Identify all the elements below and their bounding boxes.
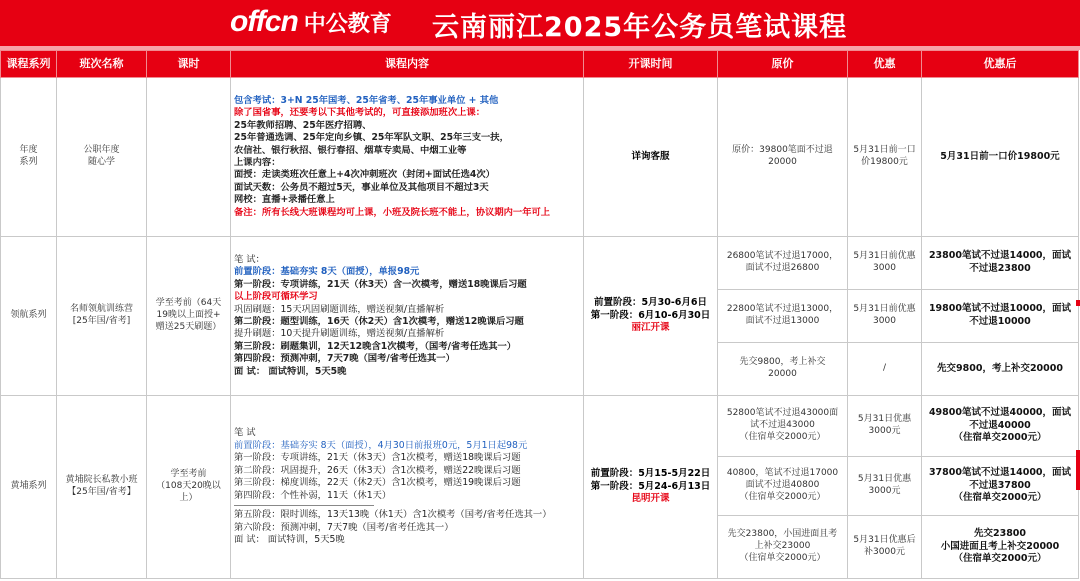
content-line: 面试天数：公务员不超过5天，事业单位及其他项目不超过3天 (234, 181, 489, 193)
price-text: （住宿单交2000元） (739, 552, 826, 563)
table-header-row (1, 51, 1079, 78)
price-cell (718, 396, 848, 457)
discount-text: 价19800元 (861, 157, 908, 167)
after-cell (922, 516, 1079, 579)
content-line: 25年教师招聘、25年医疗招聘、 (234, 119, 372, 131)
price-text: 面试不过退13000 (745, 316, 820, 326)
content-line: 网校：直播+录播任意上 (234, 194, 335, 206)
class-name: 【25年国/省考】 (67, 487, 136, 497)
class-name: [25年国/省考] (72, 316, 131, 326)
after-text: 不过退40000 (969, 419, 1031, 431)
header-original-price: 原价 (718, 51, 848, 78)
price-text: 原价：39800笔面不过退 (732, 145, 833, 156)
edge-mark (1076, 300, 1080, 306)
discount-cell (848, 290, 922, 343)
price-text: 面试不过退40800 (745, 480, 820, 491)
price-cell (718, 237, 848, 290)
start-line: 前置阶段：5月15-5月22日 (590, 468, 711, 480)
hours-cell (147, 237, 231, 396)
discount-cell (848, 237, 922, 290)
after-text: 23800笔试不过退14000，面试 (928, 250, 1072, 262)
after-cell (922, 396, 1079, 457)
content-line: 笔 试 (234, 427, 256, 439)
start-line: 第一阶段：5月24-6月13日 (590, 480, 711, 492)
price-text: 试不过退43000 (750, 420, 815, 431)
price-text: 26800笔试不过退17000， (726, 251, 839, 262)
series-label: 系列 (19, 157, 38, 167)
price-text: （住宿单交2000元） (739, 491, 826, 502)
content-line: 除了国省事，还要考以下其他考试的，可直接添加班次上课： (234, 107, 486, 119)
content-line: 第三阶段：梯度训练，22天（休2天）含1次模考，赠送19晚课后习题 (234, 477, 521, 489)
hours-text: 上） (179, 492, 198, 503)
start-line: 丽江开课 (631, 322, 670, 334)
header-class-name: 班次名称 (57, 51, 147, 78)
after-text: 不过退37800 (969, 479, 1031, 491)
content-cell (231, 237, 584, 396)
hours-cell (147, 396, 231, 579)
after-text: （住宿单交2000元） (953, 492, 1047, 504)
content-line: 第一阶段：专项讲练，21天（休3天）含一次模考，赠送18晚课后习题 (234, 278, 527, 290)
class-name: 随心学 (87, 157, 115, 167)
edge-mark (1076, 450, 1080, 490)
content-line: 农信社、银行秋招、银行春招、烟草专卖局、中烟工业等 (234, 144, 467, 156)
price-text: 52800笔试不过退43000面 (726, 408, 839, 419)
price-cell (718, 290, 848, 343)
content-line: 第六阶段：预测冲刺，7天7晚（国考/省考任选其一） (234, 521, 454, 533)
hours-text: 19晚以上面授+ (156, 310, 221, 321)
content-line: 第二阶段：题型训练，16天（休2天）含1次模考，赠送12晚课后习题 (234, 316, 524, 327)
discount-text: 5月31日优惠 (857, 474, 912, 485)
content-line: 备注：所有长线大班课程均可上课，小班及院长班不能上，协议期内一年可上 (234, 206, 551, 218)
after-text: 先交23800 (973, 528, 1027, 540)
discount-text: 3000元 (868, 486, 901, 496)
content-line: 第四阶段：个性补弱，11天（休1天） (234, 489, 392, 501)
hours-text: 学至考前 (170, 469, 207, 480)
table-row (1, 78, 1079, 237)
content-cell (231, 78, 584, 237)
page-title: 云南丽江2025年公务员笔试课程 (432, 12, 848, 43)
start-cell (584, 396, 718, 579)
after-cell (922, 457, 1079, 516)
discount-text: 5月31日优惠 (857, 414, 912, 425)
content-line: 前置阶段：基础夯实 8天（面授），4月30日前报班0元，5月1日起98元 (234, 439, 528, 451)
content-line: 25年普通选调、25年定向乡镇、25年军队文职、25年三支一扶， (234, 132, 509, 144)
after-text: 19800笔试不过退10000，面试 (928, 303, 1072, 315)
content-line: 第二阶段：巩固提升，26天（休3天）含1次模考，赠送22晚课后习题 (234, 464, 521, 476)
class-name: 名师领航训练营 (69, 304, 133, 315)
start-line: 第一阶段：6月10-6月30日 (590, 309, 711, 321)
after-text: 不过退23800 (969, 263, 1031, 274)
header-discount: 优惠 (848, 51, 922, 78)
after-text: （住宿单交2000元） (953, 432, 1047, 444)
discount-cell (848, 343, 922, 396)
after-text: （住宿单交2000元） (953, 553, 1047, 565)
class-name-cell (57, 396, 147, 579)
header-start-time: 开课时间 (584, 51, 718, 78)
price-text: 22800笔试不过退13000， (726, 304, 839, 315)
discount-text: 5月31日优惠后 (853, 535, 916, 546)
content-line: 面 试： 面试特训，5天5晚 (234, 365, 347, 377)
class-name-cell (57, 237, 147, 396)
header-hours: 课时 (147, 51, 231, 78)
series-cell: 领航系列 (1, 237, 57, 396)
class-name: 公职年度 (83, 145, 120, 156)
content-cell (231, 396, 584, 579)
after-text: 49800笔试不过退40000，面试 (928, 407, 1072, 419)
price-text: 20000 (768, 157, 797, 167)
price-text: （住宿单交2000元） (739, 431, 826, 442)
hours-text: （108天20晚以 (156, 481, 221, 492)
price-text: 先交9800，考上补交 (739, 357, 826, 368)
discount-cell (848, 457, 922, 516)
content-line: 第一阶段：专项讲练，21天（休3天）含1次模考，赠送18晚课后习题 (234, 452, 521, 464)
discount-cell (848, 396, 922, 457)
hours-text: 赠送25天刷题） (155, 321, 222, 332)
after-cell (922, 290, 1079, 343)
content-line: 提升刷题：10天提升刷题训练，赠送视频/直播解析 (234, 328, 445, 340)
hours-text: 学至考前（64天 (155, 298, 222, 309)
content-line: 第五阶段：限时训练，13天13晚（休1天）含1次模考（国考/省考任选其一） (234, 509, 552, 521)
course-table (0, 50, 1079, 579)
start-cell: 详询客服 (584, 78, 718, 237)
header-content: 课程内容 (231, 51, 584, 78)
discount-text: 3000 (873, 263, 896, 273)
price-text: 先交23800，小国进面且考 (727, 529, 838, 540)
class-name-cell (57, 78, 147, 237)
price-cell (718, 516, 848, 579)
content-line: 第四阶段：预测冲刺，7天7晚（国考/省考任选其一） (234, 353, 455, 365)
content-line: 面授：走读类班次任意上+4次冲刺班次（封闭+面试任选4次） (234, 169, 495, 181)
content-line: 第三阶段：刷题集训，12天12晚含1次模考，（国考/省考任选其一） (234, 340, 517, 352)
series-label: 年度 (19, 145, 38, 156)
after-cell (922, 237, 1079, 290)
discount-cell (848, 78, 922, 237)
content-line: 面 试： 面试特训，5天5晚 (234, 534, 345, 546)
after-text: 37800笔试不过退14000，面试 (928, 467, 1072, 479)
start-cell (584, 237, 718, 396)
price-cell (718, 78, 848, 237)
series-cell: 黄埔系列 (1, 396, 57, 579)
discount-text: 5月31日前一口 (853, 145, 916, 156)
logo-mark: offcn (230, 5, 298, 38)
discount-text: 3000元 (868, 426, 901, 436)
discount-text: 5月31日前优惠 (853, 251, 916, 262)
discount-text: 补3000元 (864, 547, 905, 557)
content-line: 笔 试： (234, 253, 265, 265)
series-cell (1, 78, 57, 237)
price-cell (718, 457, 848, 516)
table-row (1, 237, 1079, 290)
offcn-logo (230, 4, 392, 40)
content-line: 巩固刷题：15天巩固刷题训练，赠送视频/直播解析 (234, 303, 445, 315)
content-line: 以上阶段可循环学习 (234, 291, 318, 303)
start-line: 昆明开课 (631, 493, 670, 505)
content-line: 前置阶段：基础夯实 8天（面授），单报98元 (234, 266, 420, 278)
after-cell (922, 343, 1079, 396)
start-line: 前置阶段：5月30-6月6日 (594, 297, 707, 309)
logo-chinese-name: 中公教育 (303, 11, 392, 37)
class-name: 黄埔院长私教小班 (65, 475, 138, 486)
header-after-discount: 优惠后 (922, 51, 1079, 78)
after-text: 不过退10000 (969, 316, 1031, 327)
price-text: 上补交23000 (754, 541, 811, 552)
banner (0, 0, 1080, 46)
discount-text: 5月31日前优惠 (853, 304, 916, 315)
price-text: 面试不过退26800 (745, 263, 820, 273)
price-text: 40800，笔试不过退17000 (726, 468, 839, 479)
content-line: 上课内容： (234, 157, 281, 168)
after-cell: 5月31日前一口价19800元 (922, 78, 1079, 237)
discount-text: 3000 (873, 316, 896, 326)
content-line: 包含考试：3+N 25年国考、25年省考、25年事业单位 + 其他 (234, 94, 499, 106)
header-series: 课程系列 (1, 51, 57, 78)
hours-cell (147, 78, 231, 237)
after-text: 先交9800，考上补交20000 (937, 362, 1063, 374)
discount-text: / (882, 363, 887, 374)
discount-cell (848, 516, 922, 579)
price-text: 20000 (768, 369, 797, 379)
price-cell (718, 343, 848, 396)
table-row (1, 396, 1079, 457)
after-text: 小国进面且考上补交20000 (940, 540, 1060, 552)
content-separator (234, 505, 374, 506)
